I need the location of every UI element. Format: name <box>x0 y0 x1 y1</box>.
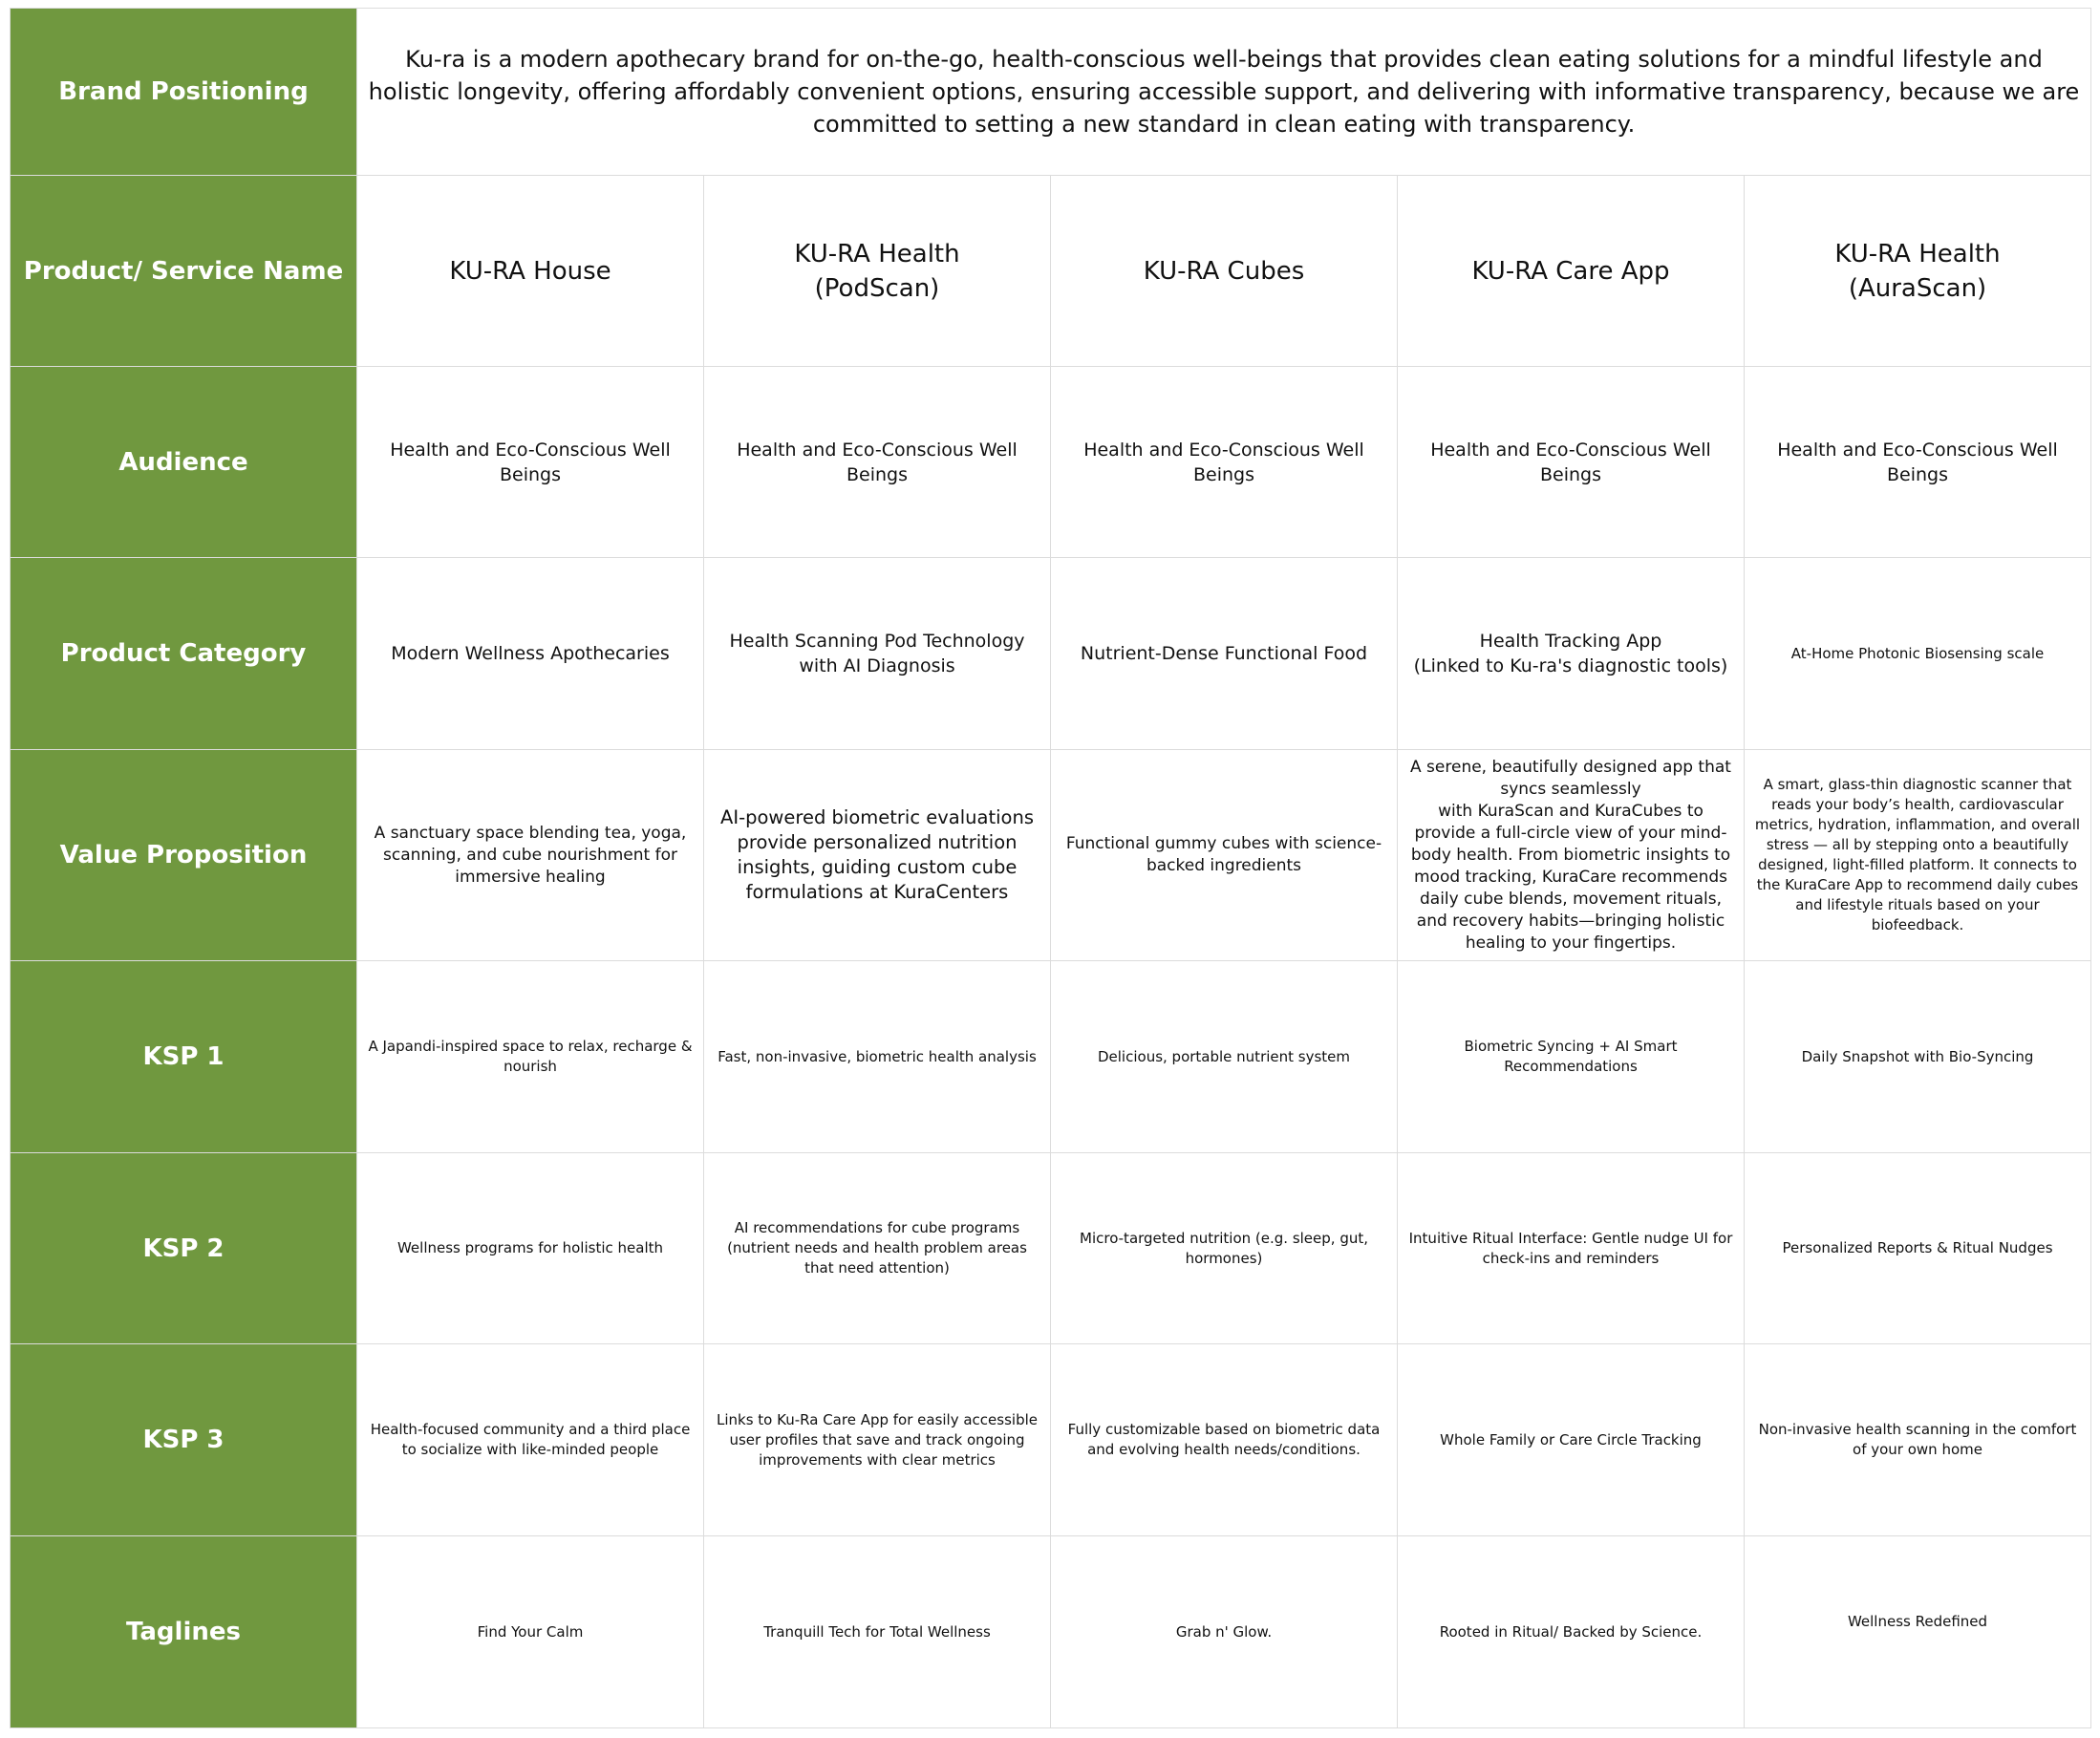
row-ksp3 <box>11 1344 2091 1536</box>
product-category-cell: Health Scanning Pod Technology with AI Diagnosis <box>704 558 1051 750</box>
row-label-ksp3: KSP 3 <box>11 1344 357 1536</box>
ksp2-cell: Wellness programs for holistic health <box>357 1153 704 1344</box>
product-category-cell: Health Tracking App (Linked to Ku-ra's diagnostic tools) <box>1398 558 1745 750</box>
row-taglines <box>11 1536 2091 1728</box>
ksp1-cell: Daily Snapshot with Bio-Syncing <box>1745 961 2091 1153</box>
product-name-cell: KU-RA House <box>357 176 704 367</box>
audience-cell: Health and Eco-Conscious Well Beings <box>1051 367 1398 558</box>
ksp2-cell: AI recommendations for cube programs (nutrient needs and health problem areas that need attention) <box>704 1153 1051 1344</box>
row-label-value-proposition: Value Proposition <box>11 750 357 961</box>
value-proposition-cell: A sanctuary space blending tea, yoga, scanning, and cube nourishment for immersive healing <box>357 750 704 961</box>
product-category-cell: Nutrient-Dense Functional Food <box>1051 558 1398 750</box>
row-label-product-category: Product Category <box>11 558 357 750</box>
tagline-cell: Rooted in Ritual/ Backed by Science. <box>1398 1536 1745 1728</box>
audience-cell: Health and Eco-Conscious Well Beings <box>704 367 1051 558</box>
product-name-cell: KU-RA Health (AuraScan) <box>1745 176 2091 367</box>
row-ksp2 <box>11 1153 2091 1344</box>
value-proposition-cell: A smart, glass-thin diagnostic scanner that reads your body’s health, cardiovascular metrics, hydration, inflammation, and overall stress — all by stepping onto a beautifully designed, light-filled platform. It connects to the KuraCare App to recommend daily cubes and lifestyle rituals based on your biofeedback. <box>1745 750 2091 961</box>
product-name-cell: KU-RA Health (PodScan) <box>704 176 1051 367</box>
value-proposition-cell: Functional gummy cubes with science-backed ingredients <box>1051 750 1398 961</box>
value-proposition-cell: A serene, beautifully designed app that syncs seamlessly with KuraScan and KuraCubes to provide a full-circle view of your mind-body health. From biometric insights to mood tracking, KuraCare recommends daily cube blends, movement rituals, and recovery habits—bringing holistic healing to your fingertips. <box>1398 750 1745 961</box>
row-ksp1 <box>11 961 2091 1153</box>
tagline-cell: Tranquill Tech for Total Wellness <box>704 1536 1051 1728</box>
row-value-proposition <box>11 750 2091 961</box>
ksp1-cell: Delicious, portable nutrient system <box>1051 961 1398 1153</box>
row-audience <box>11 367 2091 558</box>
row-label-ksp2: KSP 2 <box>11 1153 357 1344</box>
audience-cell: Health and Eco-Conscious Well Beings <box>357 367 704 558</box>
ksp1-cell: Fast, non-invasive, biometric health analysis <box>704 961 1051 1153</box>
audience-cell: Health and Eco-Conscious Well Beings <box>1745 367 2091 558</box>
tagline-cell: Find Your Calm <box>357 1536 704 1728</box>
row-label-product-name: Product/ Service Name <box>11 176 357 367</box>
brand-positioning-statement: Ku-ra is a modern apothecary brand for on-the-go, health-conscious well-beings that provides clean eating solutions for a mindful lifestyle and holistic longevity, offering affordably convenient options, ensuring accessible support, and delivering with informative transparency, because we are committed to setting a new standard in clean eating with transparency. <box>357 9 2091 176</box>
product-category-cell: At-Home Photonic Biosensing scale <box>1745 558 2091 750</box>
tagline-cell: Wellness Redefined <box>1745 1536 2091 1728</box>
ksp2-cell: Personalized Reports & Ritual Nudges <box>1745 1153 2091 1344</box>
ksp3-cell: Health-focused community and a third place to socialize with like-minded people <box>357 1344 704 1536</box>
ksp2-cell: Micro-targeted nutrition (e.g. sleep, gut, hormones) <box>1051 1153 1398 1344</box>
ksp2-cell: Intuitive Ritual Interface: Gentle nudge UI for check-ins and reminders <box>1398 1153 1745 1344</box>
brand-matrix-table <box>10 8 2091 1728</box>
product-name-cell: KU-RA Care App <box>1398 176 1745 367</box>
ksp1-cell: Biometric Syncing + AI Smart Recommendations <box>1398 961 1745 1153</box>
product-name-cell: KU-RA Cubes <box>1051 176 1398 367</box>
row-label-ksp1: KSP 1 <box>11 961 357 1153</box>
row-product-name <box>11 176 2091 367</box>
ksp3-cell: Whole Family or Care Circle Tracking <box>1398 1344 1745 1536</box>
row-label-brand-positioning: Brand Positioning <box>11 9 357 176</box>
ksp3-cell: Non-invasive health scanning in the comfort of your own home <box>1745 1344 2091 1536</box>
row-label-taglines: Taglines <box>11 1536 357 1728</box>
ksp3-cell: Fully customizable based on biometric data and evolving health needs/conditions. <box>1051 1344 1398 1536</box>
value-proposition-cell: AI-powered biometric evaluations provide personalized nutrition insights, guiding custom cube formulations at KuraCenters <box>704 750 1051 961</box>
product-category-cell: Modern Wellness Apothecaries <box>357 558 704 750</box>
ksp3-cell: Links to Ku-Ra Care App for easily accessible user profiles that save and track ongoing improvements with clear metrics <box>704 1344 1051 1536</box>
tagline-cell: Grab n' Glow. <box>1051 1536 1398 1728</box>
row-brand-positioning <box>11 9 2091 176</box>
audience-cell: Health and Eco-Conscious Well Beings <box>1398 367 1745 558</box>
row-product-category <box>11 558 2091 750</box>
ksp1-cell: A Japandi-inspired space to relax, recharge & nourish <box>357 961 704 1153</box>
row-label-audience: Audience <box>11 367 357 558</box>
